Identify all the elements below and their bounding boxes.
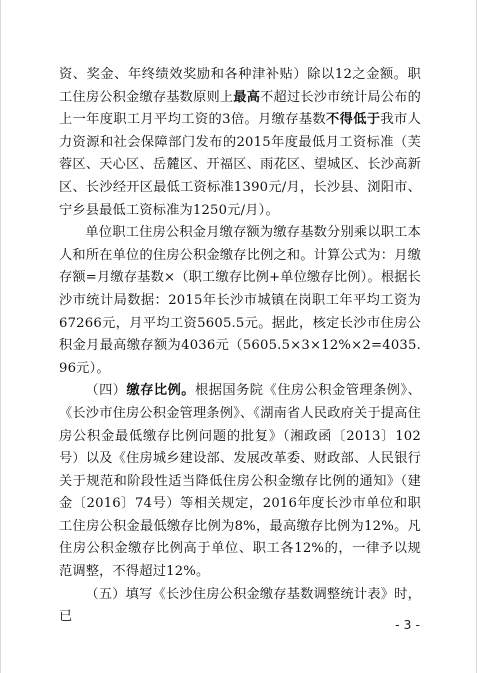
bold-text-max: 最高 bbox=[233, 89, 261, 105]
section-heading: 缴存比例。 bbox=[126, 383, 195, 399]
section-number: （四） bbox=[85, 383, 127, 399]
paragraph-contribution-base bbox=[59, 64, 421, 222]
bold-text-min: 不得低于 bbox=[326, 112, 381, 128]
text-segment: 不超过长沙市统计局公布的上一年度职工月平均工资的3倍。月缴存基数 bbox=[59, 89, 421, 128]
paragraph-fill-form: （五）填写《长沙住房公积金缴存基数调整统计表》时，已 bbox=[59, 586, 421, 625]
paragraph-contribution-rate bbox=[59, 380, 421, 583]
text-segment: 资、奖金、年终绩效奖励和各种津补贴）除以12之金额。职工住房公积金缴存基数原则上 bbox=[59, 67, 421, 105]
document-body bbox=[59, 64, 421, 629]
page-number: - 3 - bbox=[395, 617, 420, 632]
paragraph-monthly-amount: 单位职工住房公积金月缴存额为缴存基数分别乘以职工本人和所在单位的住房公积金缴存比例之和。计算公式为：月缴存额=月缴存基数×（职工缴存比例+单位缴存比例）。根据长沙市统计局数据：2015年长沙市城镇在岗职工年平均工资为67266元，月平均工资5605.5元。据此，核定长沙市住房公积金月最高缴存额为4036元（5605.5×3×12%×2=4035.96元）。 bbox=[59, 225, 421, 376]
section-text: 根据国务院《住房公积金管理条例》、《长沙市住房公积金管理条例》、《湖南省人民政府关于提高住房公积金最低缴存比例问题的批复》（湘政函〔2013〕102号）以及《住房城乡建设部、发展改革委、财政部、人民银行关于规范和阶段性适当降低住房公积金缴存比例的通知》（建金〔2016〕74号）等相关规定，2016年度长沙市单位和职工住房公积金最低缴存比例为8%，最高缴存比例为12%。凡住房公积金缴存比例高于单位、职工各12%的，一律予以规范调整，不得超过12%。 bbox=[59, 383, 421, 580]
text-segment: 我市人力资源和社会保障部门发布的2015年度最低月工资标准（芙蓉区、天心区、岳麓区、开福区、雨花区、望城区、长沙高新区、长沙经开区最低工资标准1390元/月，长沙县、浏阳市、宁乡县最低工资标准为1250元/月）。 bbox=[59, 112, 421, 218]
